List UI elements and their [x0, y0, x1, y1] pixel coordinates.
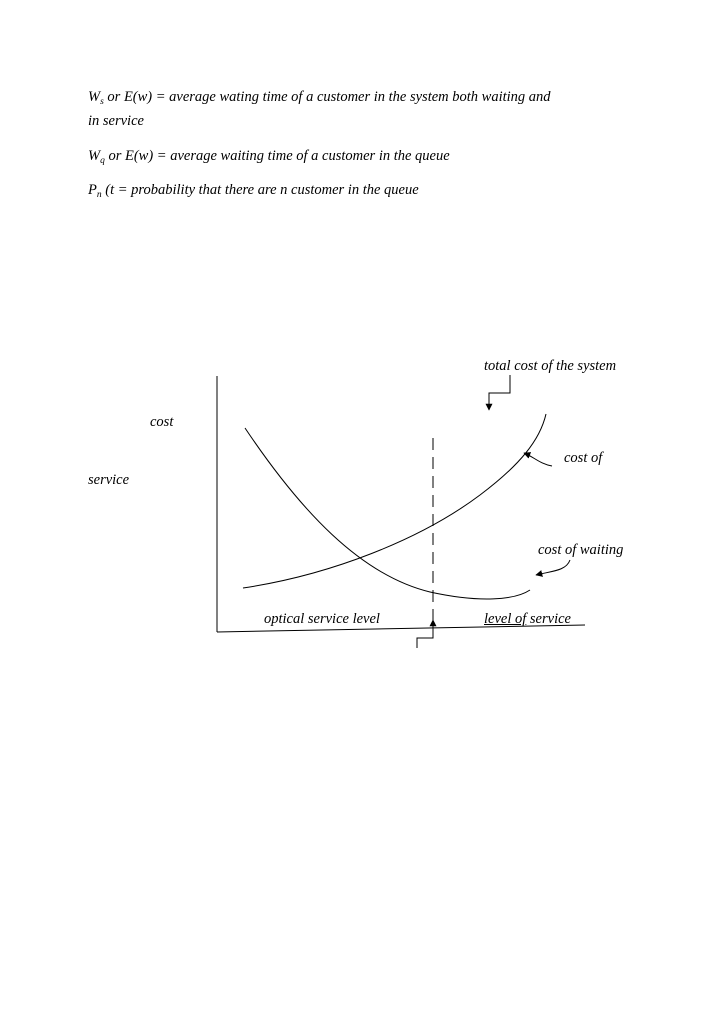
- optimal-level-label: optical service level: [264, 611, 380, 627]
- cost-of-service-label: cost of: [564, 450, 603, 466]
- cost-of-waiting-pointer: [536, 560, 570, 575]
- x-axis-label: [484, 611, 571, 628]
- x-axis-label-underlined: level of: [484, 611, 527, 627]
- symbol-p: P: [88, 182, 97, 198]
- subscript-s: s: [100, 97, 104, 107]
- definition-text: or E(w) = average wating time of a customer in the system both waiting and: [103, 89, 551, 105]
- total-cost-label: total cost of the system: [484, 358, 617, 374]
- x-axis-label-rest: service: [526, 611, 571, 627]
- cost-of-waiting-curve: [245, 428, 530, 599]
- definition-text: or E(w) = average waiting time of a customer in the queue: [104, 148, 450, 164]
- symbol-w: W: [88, 89, 101, 105]
- cost-of-service-label-continued: service: [88, 472, 130, 488]
- definition-text: (t = probability that there are n customer in the queue: [101, 182, 419, 198]
- total-cost-pointer: [489, 375, 510, 410]
- optimal-level-pointer: [417, 620, 433, 648]
- subscript-q: q: [100, 156, 105, 166]
- definition-text: in service: [88, 113, 144, 129]
- cost-of-waiting-label: cost of waiting: [538, 542, 624, 558]
- cost-of-service-pointer: [524, 453, 552, 466]
- symbol-w: W: [88, 148, 101, 164]
- cost-of-service-curve: [243, 414, 546, 588]
- y-axis-label: cost: [150, 414, 174, 430]
- subscript-n: n: [96, 190, 102, 200]
